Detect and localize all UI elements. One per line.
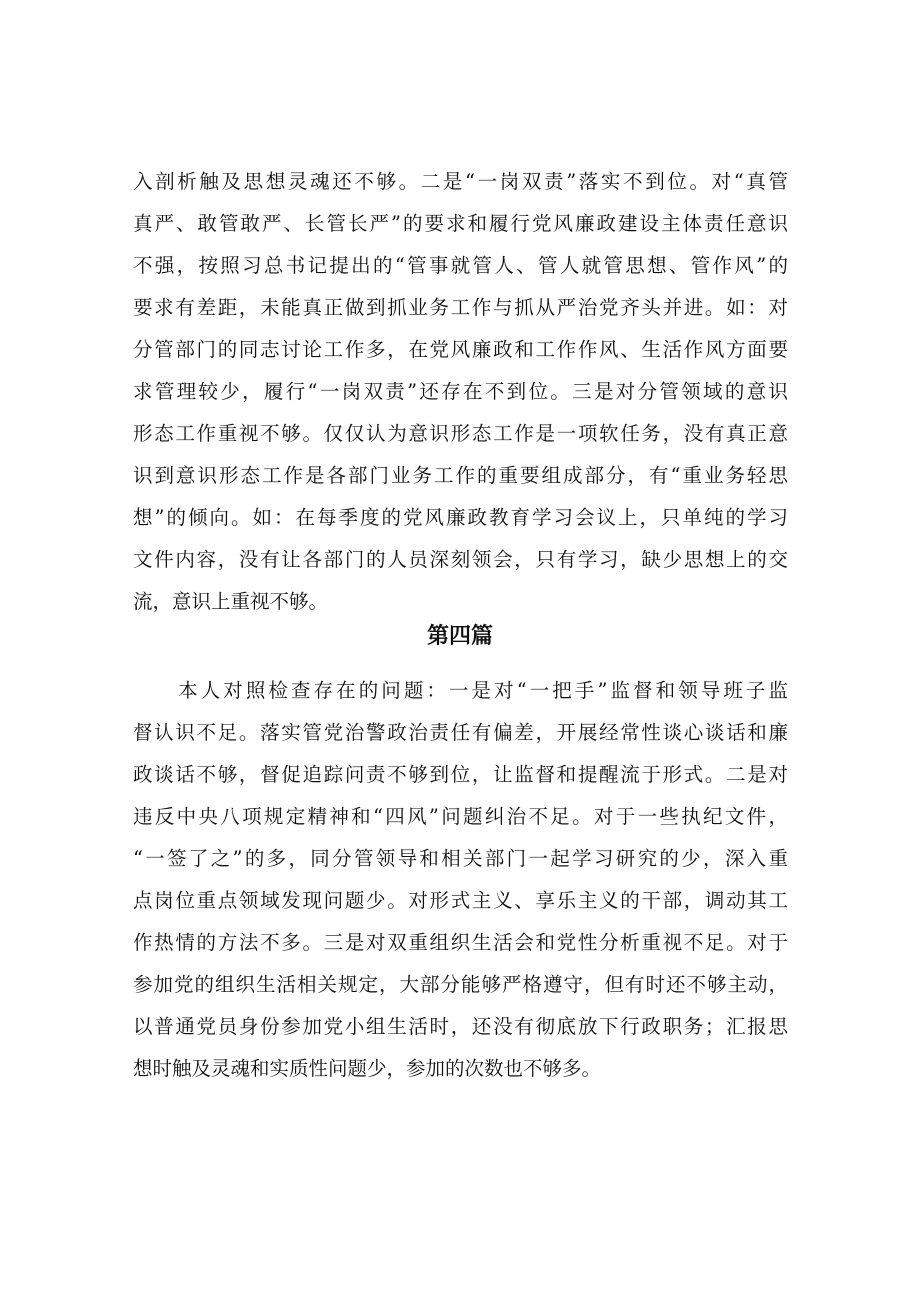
paragraph-line: 作热情的方法不多。三是对双重组织生活会和党性分析重视不足。对于 [133,931,788,954]
paragraph-line: 以普通党员身份参加党小组生活时，还没有彻底放下行政职务；汇报思 [133,1015,788,1038]
paragraph-line: 识到意识形态工作是各部门业务工作的重要组成部分，有“重业务轻思 [133,464,788,487]
paragraph-line: 求管理较少，履行“一岗双责”还存在不到位。三是对分管领域的意识 [133,380,788,403]
paragraph-line: 流，意识上重视不够。 [133,590,329,613]
paragraph-line: 文件内容，没有让各部门的人员深刻领会，只有学习，缺少思想上的交 [133,548,788,571]
paragraph-line: 参加党的组织生活相关规定，大部分能够严格遵守，但有时还不够主动， [133,973,788,996]
paragraph-line: 想时触及灵魂和实质性问题少，参加的次数也不够多。 [133,1057,602,1080]
paragraph-line: 想”的倾向。如：在每季度的党风廉政教育学习会议上，只单纯的学习 [133,506,788,529]
section-heading: 第四篇 [426,624,493,649]
paragraph-line: 真严、敢管敢严、长管长严”的要求和履行党风廉政建设主体责任意识 [133,212,788,235]
paragraph-line: 入剖析触及思想灵魂还不够。二是“一岗双责”落实不到位。对“真管 [133,170,788,193]
paragraph-line: 不强，按照习总书记提出的“管事就管人、管人就管思想、管作风”的 [133,254,788,277]
paragraph-line: 政谈话不够，督促追踪问责不够到位，让监督和提醒流于形式。二是对 [133,763,788,786]
paragraph-line: 点岗位重点领域发现问题少。对形式主义、享乐主义的干部，调动其工 [133,889,788,912]
paragraph-line: 本人对照检查存在的问题：一是对“一把手”监督和领导班子监 [133,679,788,702]
paragraph-line: 要求有差距，未能真正做到抓业务工作与抓从严治党齐头并进。如：对 [133,296,788,319]
paragraph-line: 分管部门的同志讨论工作多，在党风廉政和工作作风、生活作风方面要 [133,338,788,361]
paragraph-line: 督认识不足。落实管党治警政治责任有偏差，开展经常性谈心谈话和廉 [133,721,788,744]
paragraph-line: “一签了之”的多，同分管领导和相关部门一起学习研究的少，深入重 [133,847,788,870]
paragraph-line: 形态工作重视不够。仅仅认为意识形态工作是一项软任务，没有真正意 [133,422,788,445]
paragraph-line: 违反中央八项规定精神和“四风”问题纠治不足。对于一些执纪文件， [133,805,788,828]
